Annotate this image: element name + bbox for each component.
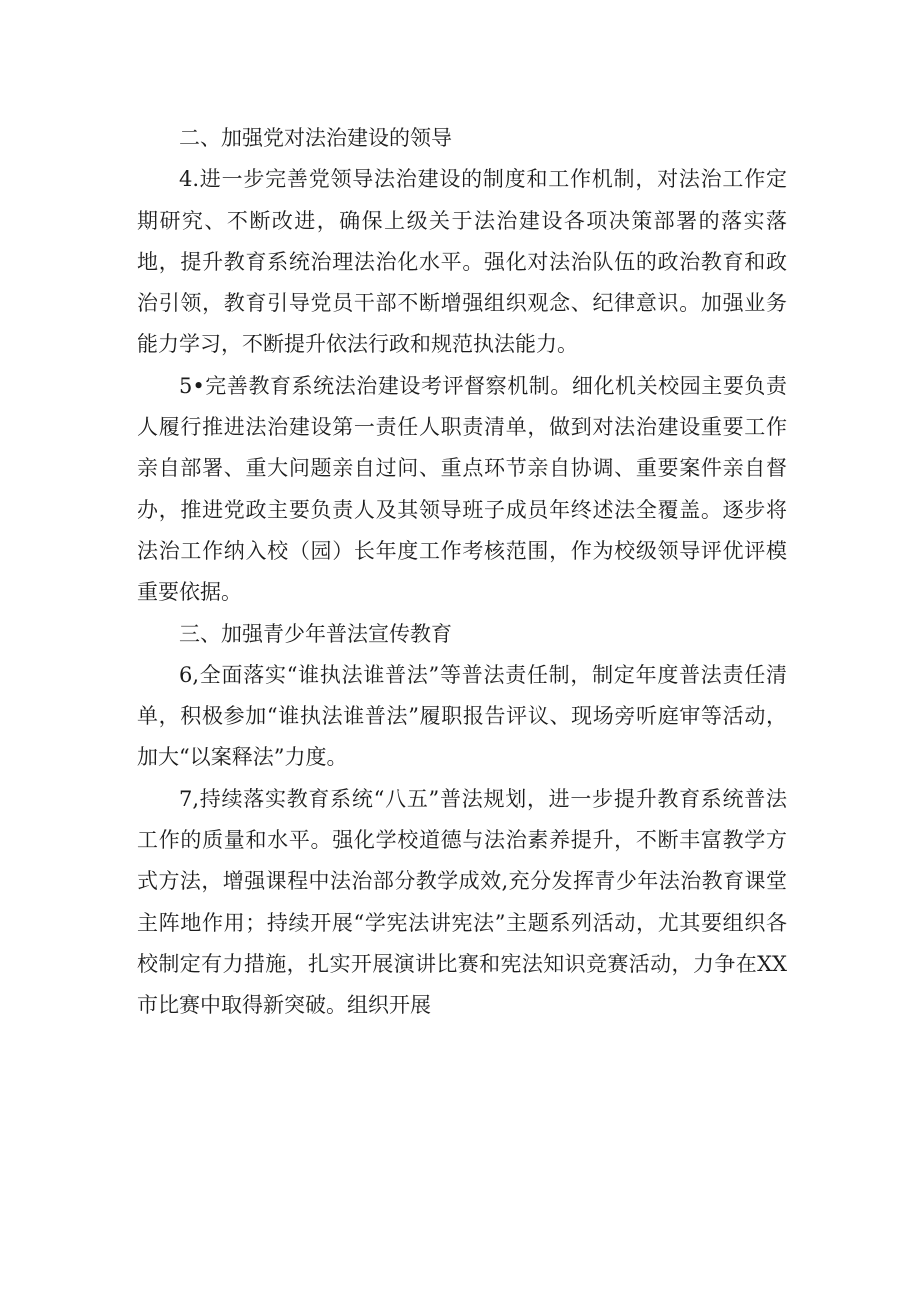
- paragraph-item-4: 4.进一步完善党领导法治建设的制度和工作机制，对法治工作定期研究、不断改进，确保上级关于法治建设各项决策部署的落实落地，提升教育系统治理法治化水平。强化对法治队伍的政治教育和政治引领，教育引导党员干部不断增强组织观念、纪律意识。加强业务能力学习，不断提升依法行政和规范执法能力。: [137, 167, 787, 357]
- document-body: [137, 118, 787, 1027]
- section-heading-2: 二、加强党对法治建设的领导: [179, 126, 452, 150]
- section-heading-3: 三、加强青少年普法宣传教育: [179, 621, 452, 646]
- paragraph-item-6: 6,全面落实“谁执法谁普法”等普法责任制，制定年度普法责任清单，积极参加“谁执法谁普法”履职报告评议、现场旁听庭审等活动，加大“以案释法”力度。: [137, 662, 787, 770]
- paragraph-item-5: 5•完善教育系统法治建设考评督察机制。细化机关校园主要负责人履行推进法治建设第一责任人职责清单，做到对法治建设重要工作亲自部署、重大问题亲自过问、重点环节亲自协调、重要案件亲自督办，推进党政主要负责人及其领导班子成员年终述法全覆盖。逐步将法治工作纳入校（园）长年度工作考核范围，作为校级领导评优评模重要依据。: [137, 373, 787, 605]
- paragraph-item-7: 7,持续落实教育系统“八五”普法规划，进一步提升教育系统普法工作的质量和水平。强化学校道德与法治素养提升，不断丰富教学方式方法，增强课程中法治部分教学成效,充分发挥青少年法治教育课堂主阵地作用；持续开展“学宪法讲宪法”主题系列活动，尤其要组织各校制定有力措施，扎实开展演讲比赛和宪法知识竞赛活动，力争在XX市比赛中取得新突破。组织开展: [137, 786, 787, 1018]
